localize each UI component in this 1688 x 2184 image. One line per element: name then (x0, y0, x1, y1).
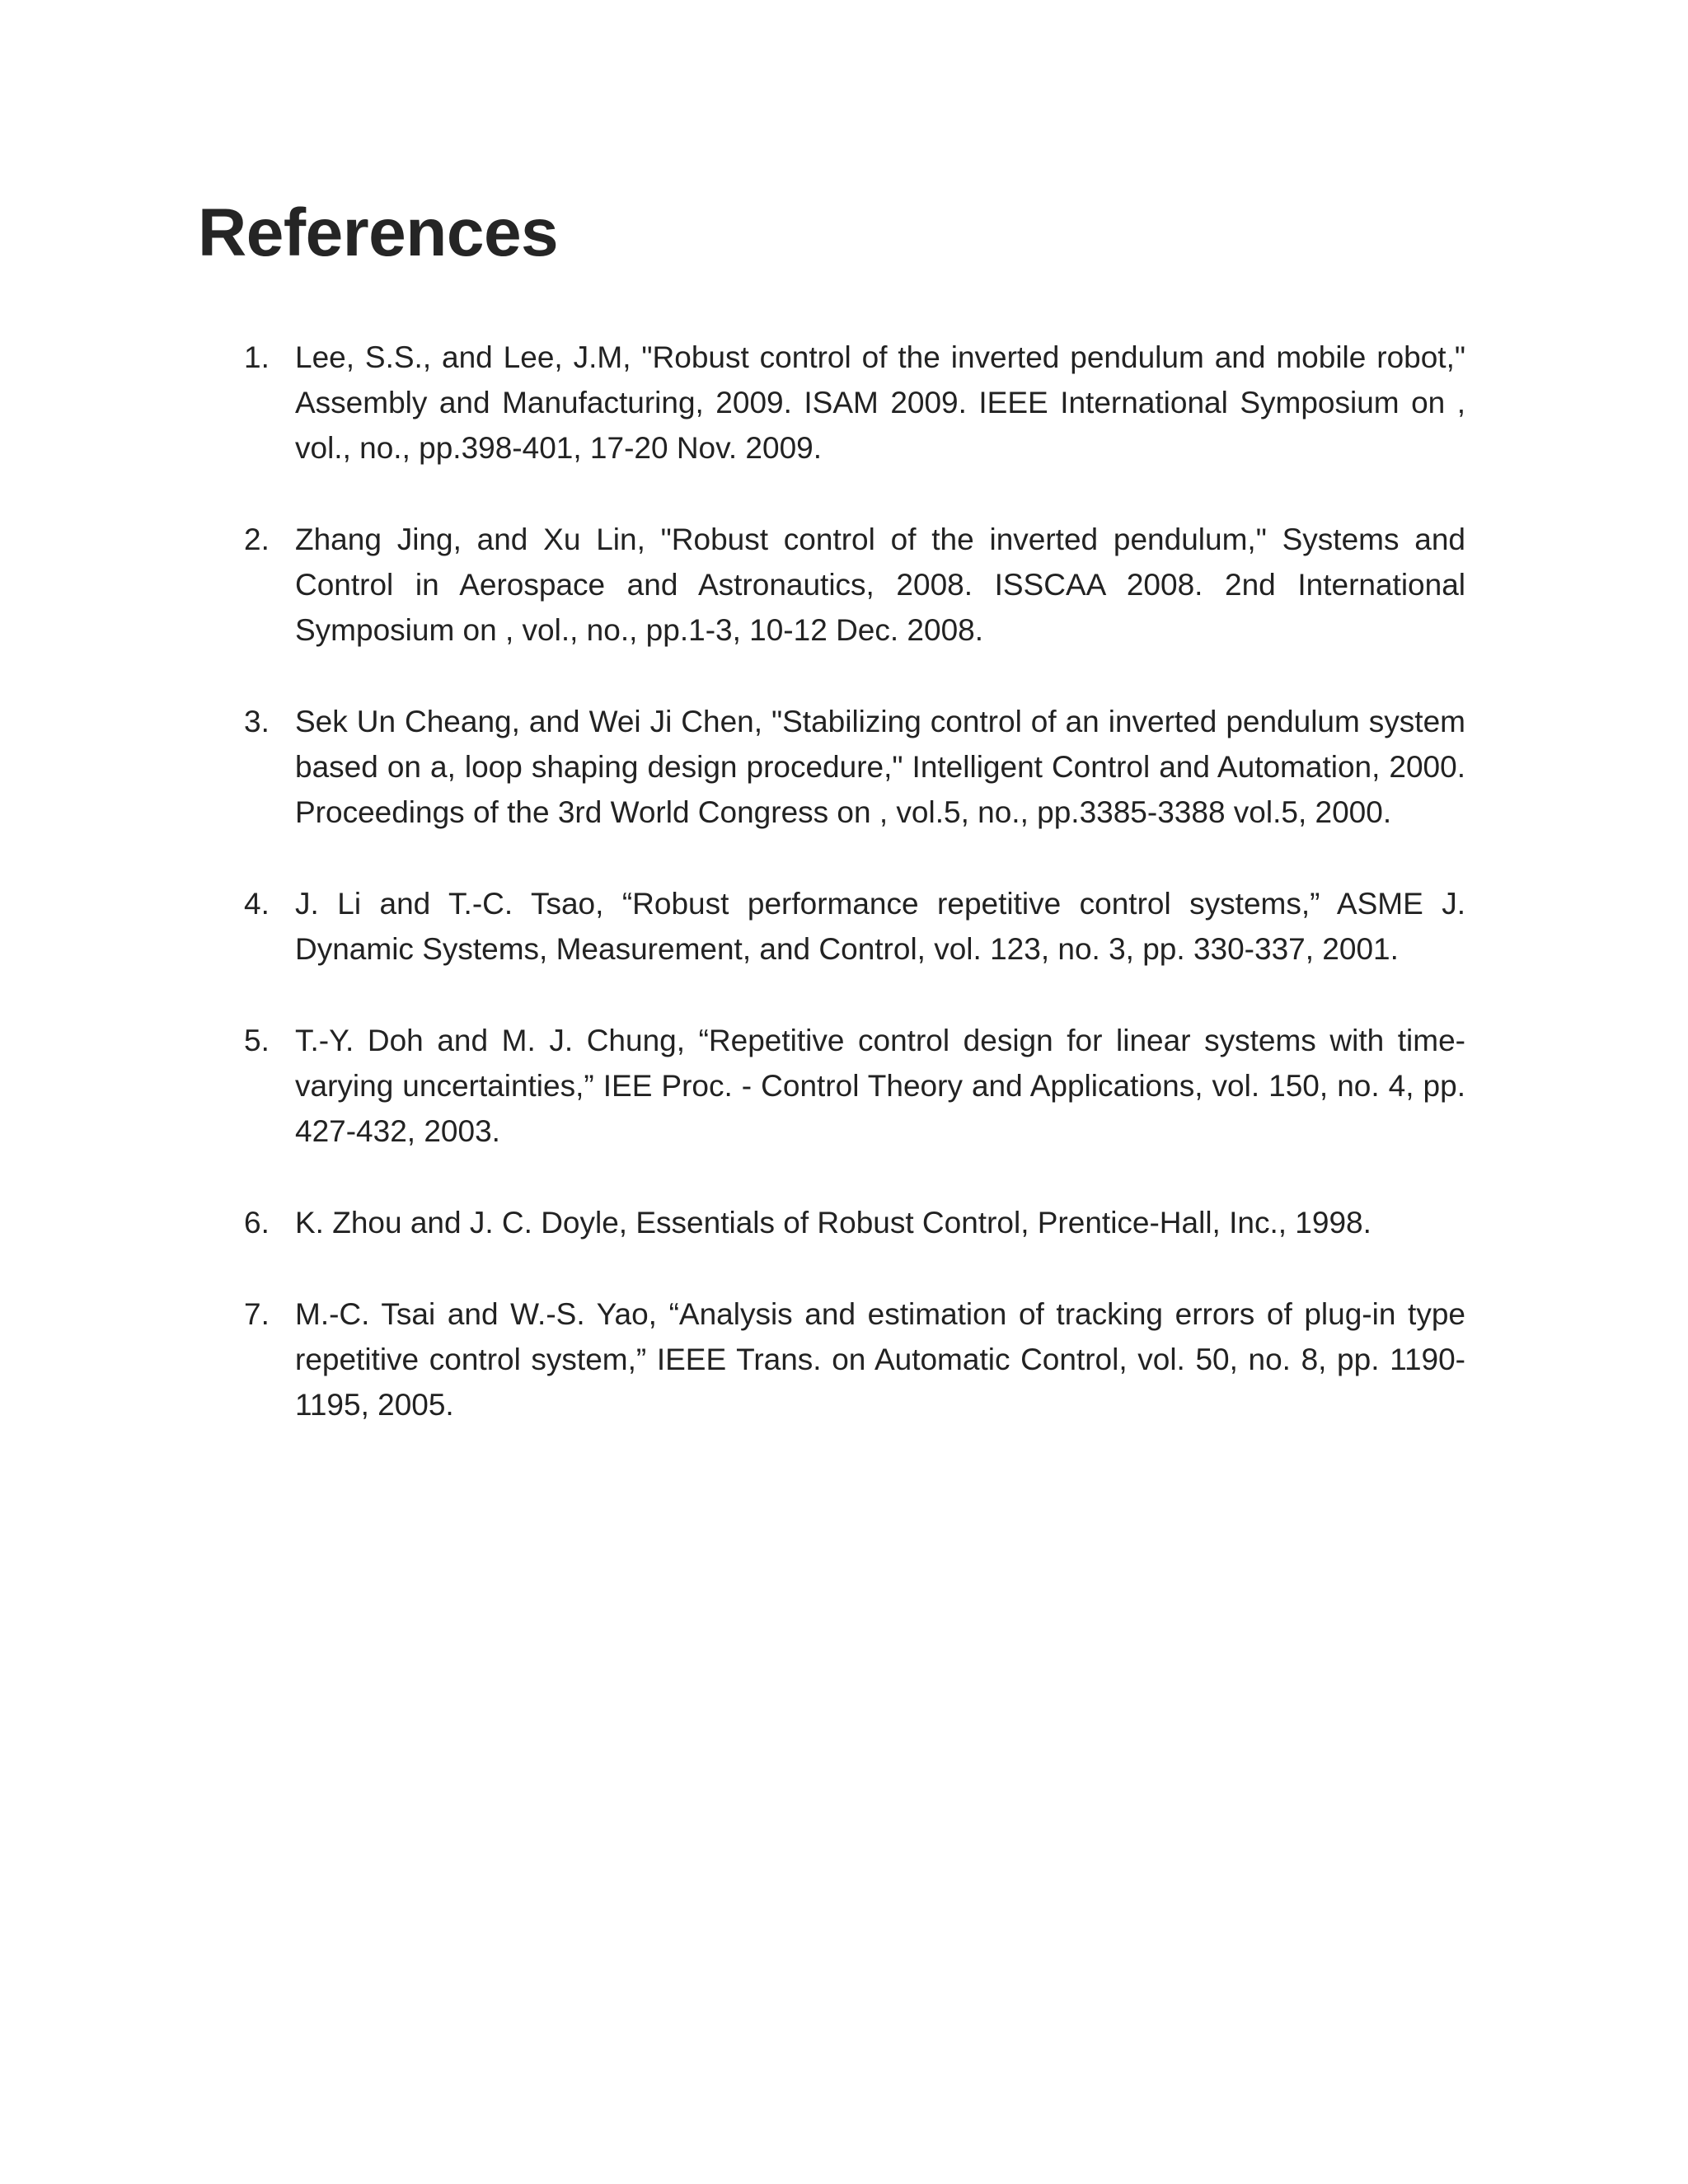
reference-item-5 (0, 1018, 1688, 1154)
reference-number: 2. (244, 523, 270, 556)
reference-text: T.-Y. Doh and M. J. Chung, “Repetitive control design for linear systems with time-varying uncertainties,” IEE Proc. - Control Theory and Applications, vol. 150, no. 4, pp. 427-432, 2003. (295, 1024, 1465, 1148)
reference-text: Sek Un Cheang, and Wei Ji Chen, "Stabilizing control of an inverted pendulum system based on a, loop shaping design procedure," Intelligent Control and Automation, 2000. Proceedings of the 3rd World Congress on , vol.5, no., pp.3385-3388 vol.5, 2000. (295, 705, 1465, 829)
reference-item-4 (0, 881, 1688, 972)
reference-text: M.-C. Tsai and W.-S. Yao, “Analysis and estimation of tracking errors of plug-in type repetitive control system,” IEEE Trans. on Automatic Control, vol. 50, no. 8, pp. 1190-1195, 2005. (295, 1297, 1465, 1422)
reference-number: 3. (244, 705, 270, 738)
reference-item-7 (0, 1291, 1688, 1427)
reference-text: J. Li and T.-C. Tsao, “Robust performance repetitive control systems,” ASME J. Dynamic Systems, Measurement, and Control, vol. 123, no. 3, pp. 330-337, 2001. (295, 887, 1465, 966)
reference-text: Zhang Jing, and Xu Lin, "Robust control of the inverted pendulum," Systems and Control in Aerospace and Astronautics, 2008. ISSCAA 2008. 2nd International Symposium on , vol., no., pp.1-3, 10-12 Dec. 2008. (295, 523, 1465, 647)
reference-item-3 (0, 699, 1688, 835)
reference-text: Lee, S.S., and Lee, J.M, "Robust control of the inverted pendulum and mobile robot," Assembly and Manufacturing, 2009. ISAM 2009. IEEE International Symposium on , vol., no., pp.398-401, 17-20 Nov. 2009. (295, 340, 1465, 465)
reference-item-1 (0, 335, 1688, 471)
reference-number: 5. (244, 1024, 270, 1057)
reference-number: 4. (244, 887, 270, 921)
page-title: References (198, 195, 559, 270)
reference-text: K. Zhou and J. C. Doyle, Essentials of Robust Control, Prentice-Hall, Inc., 1998. (295, 1206, 1372, 1240)
reference-list (0, 335, 1688, 1474)
reference-number: 6. (244, 1206, 270, 1240)
reference-item-6 (0, 1200, 1688, 1245)
reference-item-2 (0, 517, 1688, 653)
reference-number: 7. (244, 1297, 270, 1331)
reference-number: 1. (244, 340, 270, 374)
